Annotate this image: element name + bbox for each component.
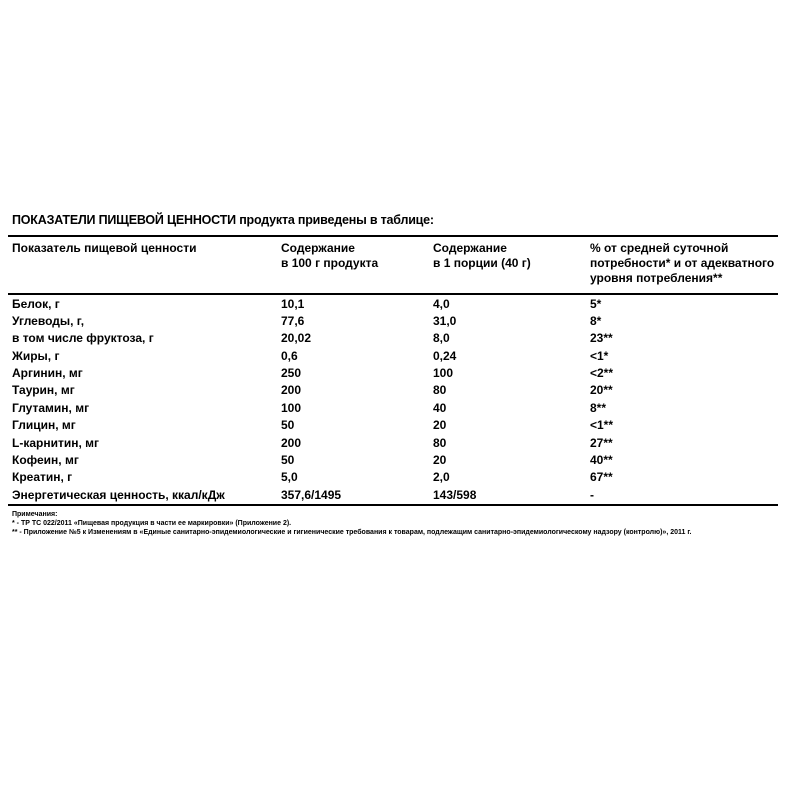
cell-per-100g: 357,6/1495 <box>281 487 342 502</box>
cell-daily-percent: 8** <box>590 400 607 415</box>
footnote-1: * - ТР ТС 022/2011 «Пищевая продукция в части ее маркировки» (Приложение 2). <box>12 519 292 527</box>
cell-indicator: Аргинин, мг <box>12 366 83 381</box>
table-row <box>8 469 778 486</box>
cell-daily-percent: 8* <box>590 313 602 328</box>
cell-per-100g: 77,6 <box>281 313 305 328</box>
cell-indicator: Глутамин, мг <box>12 400 90 415</box>
cell-per-serving: 100 <box>433 366 454 381</box>
cell-per-serving: 143/598 <box>433 487 477 502</box>
cell-per-100g: 200 <box>281 383 302 398</box>
cell-per-serving: 0,24 <box>433 348 457 363</box>
cell-per-100g: 200 <box>281 435 302 450</box>
table-row <box>8 365 778 382</box>
table-row <box>8 296 778 313</box>
cell-daily-percent: 5* <box>590 296 602 311</box>
table-row <box>8 313 778 330</box>
table-row <box>8 330 778 347</box>
cell-per-serving: 40 <box>433 400 447 415</box>
header-daily-percent: % от средней суточной потребности* и от адекватного уровня потребления** <box>590 241 775 285</box>
cell-per-serving: 80 <box>433 435 447 450</box>
cell-daily-percent: <1* <box>590 348 609 363</box>
cell-indicator: Таурин, мг <box>12 383 75 398</box>
cell-per-serving: 31,0 <box>433 313 457 328</box>
footnotes-title: Примечания: <box>12 510 58 518</box>
header-per-serving: Содержание в 1 порции (40 г) <box>433 241 531 270</box>
cell-daily-percent: <2** <box>590 366 614 381</box>
cell-daily-percent: 67** <box>590 470 613 485</box>
intro-heading <box>12 213 778 227</box>
nutrition-document <box>8 213 778 537</box>
cell-per-serving: 4,0 <box>433 296 450 311</box>
cell-daily-percent: 20** <box>590 383 613 398</box>
cell-daily-percent: - <box>590 487 594 502</box>
cell-per-100g: 50 <box>281 453 295 468</box>
cell-per-serving: 20 <box>433 418 447 433</box>
table-bottom-rule <box>8 504 778 506</box>
cell-daily-percent: 27** <box>590 435 613 450</box>
cell-indicator: Жиры, г <box>12 348 60 363</box>
table-body <box>8 295 778 505</box>
cell-per-serving: 20 <box>433 453 447 468</box>
cell-indicator: Углеводы, г, <box>12 313 85 328</box>
table-row <box>8 487 778 504</box>
cell-per-100g: 5,0 <box>281 470 298 485</box>
table-row <box>8 417 778 434</box>
cell-per-100g: 50 <box>281 418 295 433</box>
cell-per-100g: 250 <box>281 366 302 381</box>
cell-per-serving: 2,0 <box>433 470 450 485</box>
intro-caps: ПОКАЗАТЕЛИ ПИЩЕВОЙ ЦЕННОСТИ <box>12 213 236 227</box>
cell-per-serving: 80 <box>433 383 447 398</box>
table-row <box>8 452 778 469</box>
footnotes <box>12 510 778 537</box>
cell-per-100g: 100 <box>281 400 302 415</box>
table-row <box>8 400 778 417</box>
cell-per-100g: 10,1 <box>281 296 305 311</box>
header-indicator: Показатель пищевой ценности <box>12 241 197 255</box>
footnote-2: ** - Приложение №5 к Изменениям в «Единые санитарно-эпидемиологические и гигиенические требования к товарам, подлежащим санитарно-эпидемиологическому надзору (контролю)», 2011 г. <box>12 528 692 536</box>
cell-indicator: Энергетическая ценность, ккал/кДж <box>12 487 225 502</box>
cell-per-serving: 8,0 <box>433 331 450 346</box>
cell-indicator: Глицин, мг <box>12 418 76 433</box>
header-per-100g: Содержание в 100 г продукта <box>281 241 379 270</box>
intro-rest: продукта приведены в таблице: <box>235 213 434 227</box>
table-row <box>8 435 778 452</box>
table-row <box>8 382 778 399</box>
cell-indicator: в том числе фруктоза, г <box>12 331 154 346</box>
table-header <box>8 237 778 293</box>
table-row <box>8 348 778 365</box>
cell-indicator: Креатин, г <box>12 470 73 485</box>
cell-per-100g: 0,6 <box>281 348 298 363</box>
cell-indicator: Белок, г <box>12 296 60 311</box>
cell-indicator: Кофеин, мг <box>12 453 79 468</box>
cell-daily-percent: <1** <box>590 418 614 433</box>
cell-daily-percent: 23** <box>590 331 613 346</box>
cell-daily-percent: 40** <box>590 453 613 468</box>
cell-indicator: L-карнитин, мг <box>12 435 100 450</box>
cell-per-100g: 20,02 <box>281 331 312 346</box>
